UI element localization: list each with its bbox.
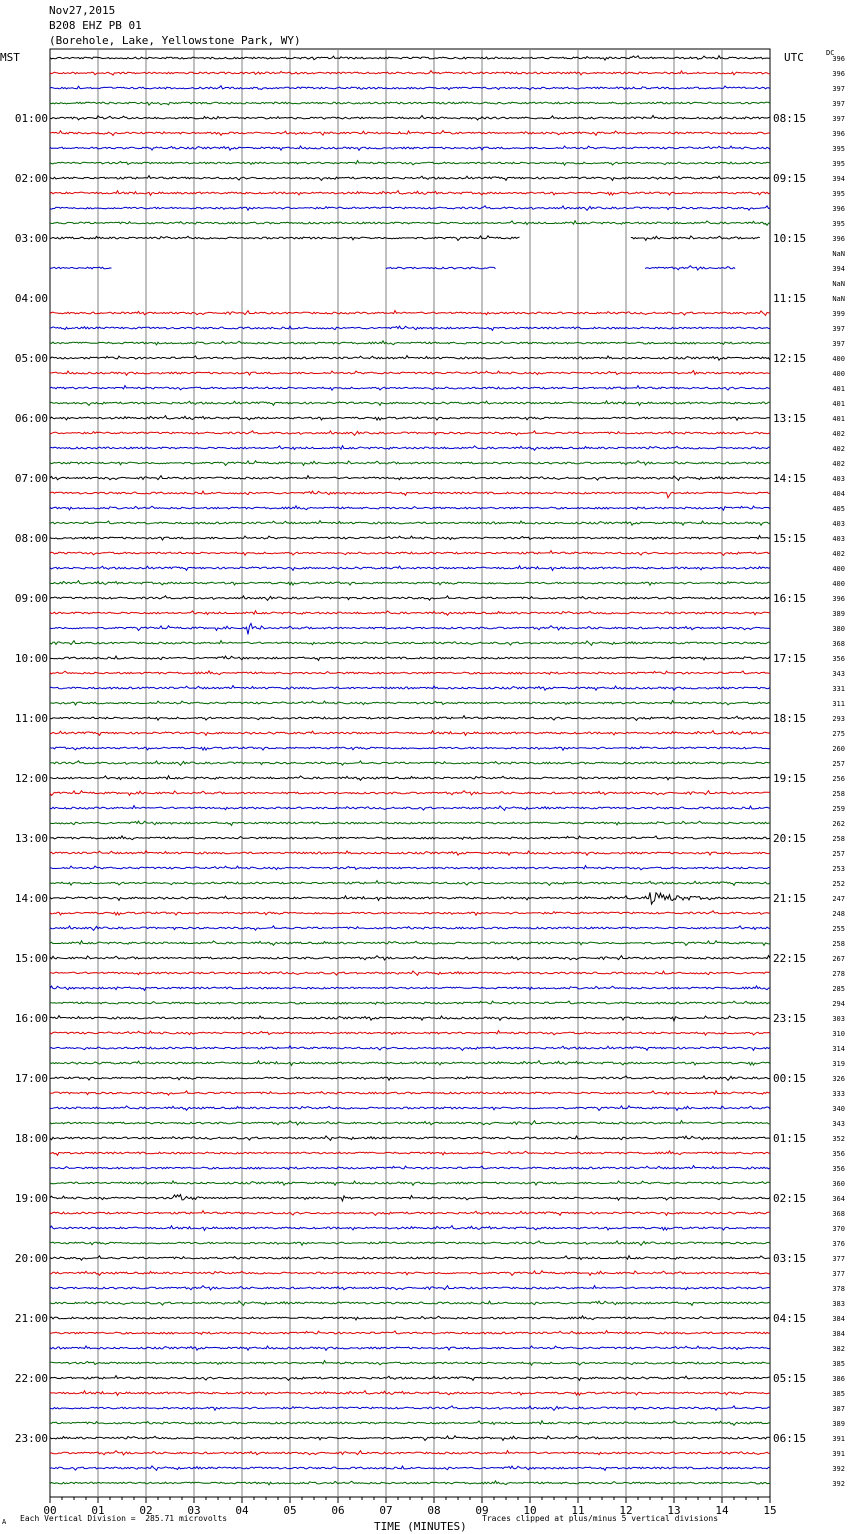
dc-value-label: 395 bbox=[832, 145, 845, 153]
dc-value-label: 333 bbox=[832, 1090, 845, 1098]
dc-value-label: 377 bbox=[832, 1255, 845, 1263]
dc-value-label: 370 bbox=[832, 1225, 845, 1233]
dc-value-label: 396 bbox=[832, 130, 845, 138]
dc-value-label: 343 bbox=[832, 1120, 845, 1128]
trace-row bbox=[50, 491, 770, 498]
dc-value-label: 389 bbox=[832, 610, 845, 618]
trace-row bbox=[50, 747, 770, 751]
trace-row bbox=[50, 476, 770, 481]
dc-value-label: 356 bbox=[832, 655, 845, 663]
x-tick-label: 07 bbox=[379, 1504, 393, 1517]
dc-value-label: 352 bbox=[832, 1135, 845, 1143]
dc-value-label: 400 bbox=[832, 355, 845, 363]
date-label: Nov27,2015 bbox=[49, 4, 116, 17]
trace-row bbox=[50, 1106, 770, 1111]
dc-value-label: 253 bbox=[832, 865, 845, 873]
right-hour-label: 06:15 bbox=[773, 1432, 807, 1445]
left-hour-label: 04:00 bbox=[14, 292, 48, 305]
dc-value-label: 314 bbox=[832, 1045, 845, 1053]
trace-row bbox=[50, 1136, 770, 1141]
dc-value-label: 285 bbox=[832, 985, 845, 993]
left-hour-label: 02:00 bbox=[14, 172, 48, 185]
trace-row bbox=[50, 1181, 770, 1185]
dc-value-label: 397 bbox=[832, 100, 845, 108]
dc-value-label: 382 bbox=[832, 1345, 845, 1353]
left-hour-label: 01:00 bbox=[14, 112, 48, 125]
trace-row bbox=[50, 821, 770, 825]
trace-row bbox=[50, 1451, 770, 1455]
dc-value-label: 404 bbox=[832, 490, 845, 498]
dc-value-label: 303 bbox=[832, 1015, 845, 1023]
dc-value-label: 400 bbox=[832, 370, 845, 378]
trace-row bbox=[50, 776, 770, 781]
trace-row bbox=[50, 536, 770, 540]
trace-row bbox=[50, 191, 770, 196]
right-hour-label: 14:15 bbox=[773, 472, 807, 485]
trace-row bbox=[50, 131, 770, 136]
trace-row bbox=[50, 892, 770, 904]
right-hour-label: 03:15 bbox=[773, 1252, 807, 1265]
dc-value-label: 343 bbox=[832, 670, 845, 678]
trace-row bbox=[386, 267, 496, 269]
trace-row bbox=[50, 836, 770, 840]
dc-value-label: 364 bbox=[832, 1195, 845, 1203]
clip-note: Traces clipped at plus/minus 5 vertical divisions bbox=[482, 1514, 719, 1523]
trace-row bbox=[50, 1046, 770, 1051]
trace-row bbox=[50, 176, 770, 181]
dc-value-label: 377 bbox=[832, 1270, 845, 1278]
dc-value-label: 356 bbox=[832, 1165, 845, 1173]
dc-value-label: 396 bbox=[832, 55, 845, 63]
dc-value-label: 383 bbox=[832, 1300, 845, 1308]
trace-row bbox=[50, 1466, 770, 1471]
dc-value-label: 384 bbox=[832, 1315, 845, 1323]
dc-value-label: NaN bbox=[832, 295, 845, 303]
dc-value-label: 331 bbox=[832, 685, 845, 693]
left-hour-label: 14:00 bbox=[14, 892, 48, 905]
trace-row bbox=[50, 1421, 770, 1426]
left-hour-label: 08:00 bbox=[14, 532, 48, 545]
trace-row bbox=[50, 1361, 770, 1366]
dc-value-label: 257 bbox=[832, 760, 845, 768]
trace-row bbox=[50, 956, 770, 960]
right-hour-label: 11:15 bbox=[773, 292, 807, 305]
right-hour-label: 16:15 bbox=[773, 592, 807, 605]
dc-value-label: 326 bbox=[832, 1075, 845, 1083]
right-hour-label: 19:15 bbox=[773, 772, 807, 785]
trace-row bbox=[50, 56, 770, 60]
trace-row bbox=[50, 446, 770, 451]
plot-frame bbox=[50, 49, 770, 1497]
trace-row bbox=[50, 356, 770, 361]
trace-row bbox=[50, 1271, 770, 1276]
x-tick-label: 10 bbox=[523, 1504, 537, 1517]
trace-row bbox=[50, 161, 770, 166]
trace-row bbox=[50, 881, 770, 886]
trace-row bbox=[50, 341, 770, 345]
trace-row bbox=[50, 1316, 770, 1320]
dc-value-label: 401 bbox=[832, 400, 845, 408]
x-tick-label: 08 bbox=[427, 1504, 441, 1517]
trace-row bbox=[50, 791, 770, 796]
dc-value-label: 257 bbox=[832, 850, 845, 858]
left-hour-label: 11:00 bbox=[14, 712, 48, 725]
dc-value-label: 392 bbox=[832, 1480, 845, 1488]
right-hour-label: 13:15 bbox=[773, 412, 807, 425]
dc-value-label: 395 bbox=[832, 190, 845, 198]
dc-value-label: 294 bbox=[832, 1000, 845, 1008]
left-hour-label: 16:00 bbox=[14, 1012, 48, 1025]
left-hour-label: 05:00 bbox=[14, 352, 48, 365]
dc-value-label: 405 bbox=[832, 505, 845, 513]
right-hour-label: 22:15 bbox=[773, 952, 807, 965]
dc-value-label: 340 bbox=[832, 1105, 845, 1113]
trace-row bbox=[50, 1226, 770, 1231]
dc-value-label: 319 bbox=[832, 1060, 845, 1068]
left-hour-label: 21:00 bbox=[14, 1312, 48, 1325]
trace-row bbox=[50, 611, 770, 616]
left-hour-label: 19:00 bbox=[14, 1192, 48, 1205]
left-hour-label: 17:00 bbox=[14, 1072, 48, 1085]
trace-row bbox=[50, 551, 770, 556]
trace-row bbox=[50, 623, 770, 634]
dc-value-label: 403 bbox=[832, 535, 845, 543]
dc-value-label: 397 bbox=[832, 115, 845, 123]
dc-value-label: 396 bbox=[832, 595, 845, 603]
dc-value-label: 403 bbox=[832, 520, 845, 528]
dc-value-label: 311 bbox=[832, 700, 845, 708]
trace-row bbox=[50, 371, 770, 376]
dc-value-label: 402 bbox=[832, 460, 845, 468]
trace-row bbox=[50, 1241, 770, 1246]
trace-row bbox=[50, 521, 770, 526]
trace-row bbox=[50, 461, 770, 466]
dc-value-label: 389 bbox=[832, 1420, 845, 1428]
dc-value-label: 278 bbox=[832, 970, 845, 978]
left-hour-label: 12:00 bbox=[14, 772, 48, 785]
trace-row bbox=[50, 866, 770, 870]
x-tick-label: 02 bbox=[139, 1504, 153, 1517]
trace-row bbox=[50, 1256, 770, 1261]
trace-row bbox=[50, 386, 770, 391]
trace-row bbox=[50, 686, 770, 691]
trace-row bbox=[50, 1031, 770, 1036]
x-tick-label: 09 bbox=[475, 1504, 489, 1517]
trace-row bbox=[50, 761, 770, 766]
trace-row bbox=[50, 86, 770, 90]
trace-row bbox=[50, 1121, 770, 1125]
dc-value-label: 397 bbox=[832, 325, 845, 333]
trace-row bbox=[50, 581, 770, 586]
trace-row bbox=[50, 986, 770, 991]
trace-row bbox=[50, 806, 770, 811]
trace-row bbox=[50, 1406, 770, 1411]
x-tick-label: 00 bbox=[43, 1504, 57, 1517]
dc-value-label: 395 bbox=[832, 220, 845, 228]
right-hour-label: 17:15 bbox=[773, 652, 807, 665]
left-hour-label: 22:00 bbox=[14, 1372, 48, 1385]
dc-value-label: 397 bbox=[832, 340, 845, 348]
left-hour-label: 20:00 bbox=[14, 1252, 48, 1265]
right-hour-label: 02:15 bbox=[773, 1192, 807, 1205]
dc-value-label: 275 bbox=[832, 730, 845, 738]
trace-row bbox=[50, 701, 770, 705]
dc-value-label: 402 bbox=[832, 430, 845, 438]
dc-value-label: 310 bbox=[832, 1030, 845, 1038]
trace-row bbox=[50, 671, 770, 675]
x-tick-label: 15 bbox=[763, 1504, 777, 1517]
right-hour-label: 09:15 bbox=[773, 172, 807, 185]
dc-value-label: 385 bbox=[832, 1390, 845, 1398]
dc-value-label: 378 bbox=[832, 1285, 845, 1293]
dc-value-label: 395 bbox=[832, 160, 845, 168]
left-hour-label: 10:00 bbox=[14, 652, 48, 665]
dc-value-label: 402 bbox=[832, 550, 845, 558]
dc-value-label: 356 bbox=[832, 1150, 845, 1158]
x-tick-label: 04 bbox=[235, 1504, 249, 1517]
x-tick-label: 12 bbox=[619, 1504, 633, 1517]
dc-value-label: 400 bbox=[832, 580, 845, 588]
dc-value-label: 252 bbox=[832, 880, 845, 888]
dc-value-label: 394 bbox=[832, 175, 845, 183]
trace-row bbox=[50, 146, 770, 150]
dc-value-label: 391 bbox=[832, 1435, 845, 1443]
right-timezone-label: UTC bbox=[784, 51, 804, 64]
trace-row bbox=[50, 1091, 770, 1096]
dc-value-label: 400 bbox=[832, 565, 845, 573]
left-hour-label: 23:00 bbox=[14, 1432, 48, 1445]
left-hour-label: 03:00 bbox=[14, 232, 48, 245]
left-timezone-label: MST bbox=[0, 51, 20, 64]
trace-row bbox=[50, 1286, 770, 1290]
dc-value-label: 391 bbox=[832, 1450, 845, 1458]
dc-value-label: 260 bbox=[832, 745, 845, 753]
trace-row bbox=[50, 1346, 770, 1350]
dc-value-label: 368 bbox=[832, 1210, 845, 1218]
trace-row bbox=[50, 1211, 770, 1216]
dc-value-label: 394 bbox=[832, 265, 845, 273]
dc-value-label: NaN bbox=[832, 250, 845, 258]
trace-row bbox=[50, 596, 770, 601]
trace-row bbox=[50, 716, 770, 721]
dc-value-label: 293 bbox=[832, 715, 845, 723]
x-tick-label: 13 bbox=[667, 1504, 681, 1517]
x-tick-label: 01 bbox=[91, 1504, 105, 1517]
trace-row bbox=[50, 641, 770, 646]
trace-row bbox=[50, 911, 770, 915]
dc-value-label: 396 bbox=[832, 205, 845, 213]
trace-row bbox=[50, 267, 112, 269]
trace-row bbox=[50, 416, 770, 421]
trace-row bbox=[50, 1391, 770, 1396]
trace-row bbox=[50, 1376, 770, 1381]
right-hour-label: 18:15 bbox=[773, 712, 807, 725]
dc-value-label: 387 bbox=[832, 1405, 845, 1413]
trace-row bbox=[50, 236, 520, 241]
dc-value-label: 376 bbox=[832, 1240, 845, 1248]
corner-mark: A bbox=[2, 1518, 7, 1526]
right-hour-label: 21:15 bbox=[773, 892, 807, 905]
dc-value-label: 386 bbox=[832, 1375, 845, 1383]
trace-row bbox=[50, 431, 770, 436]
right-hour-label: 15:15 bbox=[773, 532, 807, 545]
x-tick-label: 05 bbox=[283, 1504, 297, 1517]
trace-row bbox=[50, 311, 770, 316]
trace-row bbox=[50, 656, 770, 660]
right-hour-label: 12:15 bbox=[773, 352, 807, 365]
dc-value-label: 259 bbox=[832, 805, 845, 813]
trace-row bbox=[50, 506, 770, 510]
dc-value-label: 385 bbox=[832, 1360, 845, 1368]
right-hour-label: 01:15 bbox=[773, 1132, 807, 1145]
dc-value-label: 401 bbox=[832, 415, 845, 423]
dc-value-label: 262 bbox=[832, 820, 845, 828]
left-hour-label: 15:00 bbox=[14, 952, 48, 965]
dc-value-label: 255 bbox=[832, 925, 845, 933]
trace-row bbox=[50, 326, 770, 330]
dc-value-label: 258 bbox=[832, 790, 845, 798]
dc-value-label: 402 bbox=[832, 445, 845, 453]
dc-value-label: 399 bbox=[832, 310, 845, 318]
dc-value-label: 384 bbox=[832, 1330, 845, 1338]
dc-value-label: 401 bbox=[832, 385, 845, 393]
dc-value-label: 396 bbox=[832, 235, 845, 243]
x-tick-label: 14 bbox=[715, 1504, 729, 1517]
dc-header-label: DC bbox=[826, 49, 835, 57]
dc-value-label: 368 bbox=[832, 640, 845, 648]
trace-row bbox=[50, 1195, 770, 1202]
left-hour-label: 18:00 bbox=[14, 1132, 48, 1145]
location-label: (Borehole, Lake, Yellowstone Park, WY) bbox=[49, 34, 301, 47]
x-tick-label: 03 bbox=[187, 1504, 201, 1517]
trace-row bbox=[50, 1331, 770, 1335]
trace-row bbox=[50, 566, 770, 571]
dc-value-label: 360 bbox=[832, 1180, 845, 1188]
right-hour-label: 04:15 bbox=[773, 1312, 807, 1325]
dc-value-label: 403 bbox=[832, 475, 845, 483]
dc-value-label: 258 bbox=[832, 940, 845, 948]
dc-value-label: 256 bbox=[832, 775, 845, 783]
trace-row bbox=[50, 1061, 770, 1066]
right-hour-label: 23:15 bbox=[773, 1012, 807, 1025]
left-hour-label: 07:00 bbox=[14, 472, 48, 485]
trace-row bbox=[50, 731, 770, 736]
left-hour-label: 09:00 bbox=[14, 592, 48, 605]
trace-row bbox=[50, 941, 770, 946]
dc-value-label: 258 bbox=[832, 835, 845, 843]
trace-row bbox=[50, 1301, 770, 1306]
trace-row bbox=[50, 1076, 770, 1081]
dc-value-label: 396 bbox=[832, 70, 845, 78]
dc-value-label: 267 bbox=[832, 955, 845, 963]
trace-row bbox=[631, 236, 760, 240]
trace-row bbox=[50, 116, 770, 121]
right-hour-label: 00:15 bbox=[773, 1072, 807, 1085]
trace-row bbox=[50, 1016, 770, 1021]
dc-value-label: 397 bbox=[832, 85, 845, 93]
trace-row bbox=[50, 401, 770, 406]
trace-row bbox=[50, 102, 770, 105]
trace-row bbox=[50, 206, 770, 211]
trace-row bbox=[50, 1151, 770, 1156]
dc-value-label: 248 bbox=[832, 910, 845, 918]
trace-row bbox=[50, 71, 770, 76]
scale-note: Each Vertical Division = 285.71 microvolts bbox=[20, 1514, 228, 1523]
trace-row bbox=[50, 1436, 770, 1441]
trace-row bbox=[50, 1481, 770, 1485]
trace-row bbox=[50, 1001, 770, 1004]
dc-value-label: NaN bbox=[832, 280, 845, 288]
right-hour-label: 10:15 bbox=[773, 232, 807, 245]
x-axis-title: TIME (MINUTES) bbox=[374, 1520, 467, 1533]
trace-row bbox=[50, 1166, 770, 1170]
right-hour-label: 08:15 bbox=[773, 112, 807, 125]
left-hour-label: 06:00 bbox=[14, 412, 48, 425]
station-label: B208 EHZ PB 01 bbox=[49, 19, 142, 32]
right-hour-label: 05:15 bbox=[773, 1372, 807, 1385]
dc-value-label: 392 bbox=[832, 1465, 845, 1473]
trace-row bbox=[50, 221, 770, 226]
left-hour-label: 13:00 bbox=[14, 832, 48, 845]
trace-row bbox=[50, 851, 770, 856]
trace-row bbox=[50, 926, 770, 930]
right-hour-label: 20:15 bbox=[773, 832, 807, 845]
x-tick-label: 11 bbox=[571, 1504, 585, 1517]
trace-row bbox=[50, 971, 770, 976]
dc-value-label: 380 bbox=[832, 625, 845, 633]
x-tick-label: 06 bbox=[331, 1504, 345, 1517]
dc-value-label: 247 bbox=[832, 895, 845, 903]
